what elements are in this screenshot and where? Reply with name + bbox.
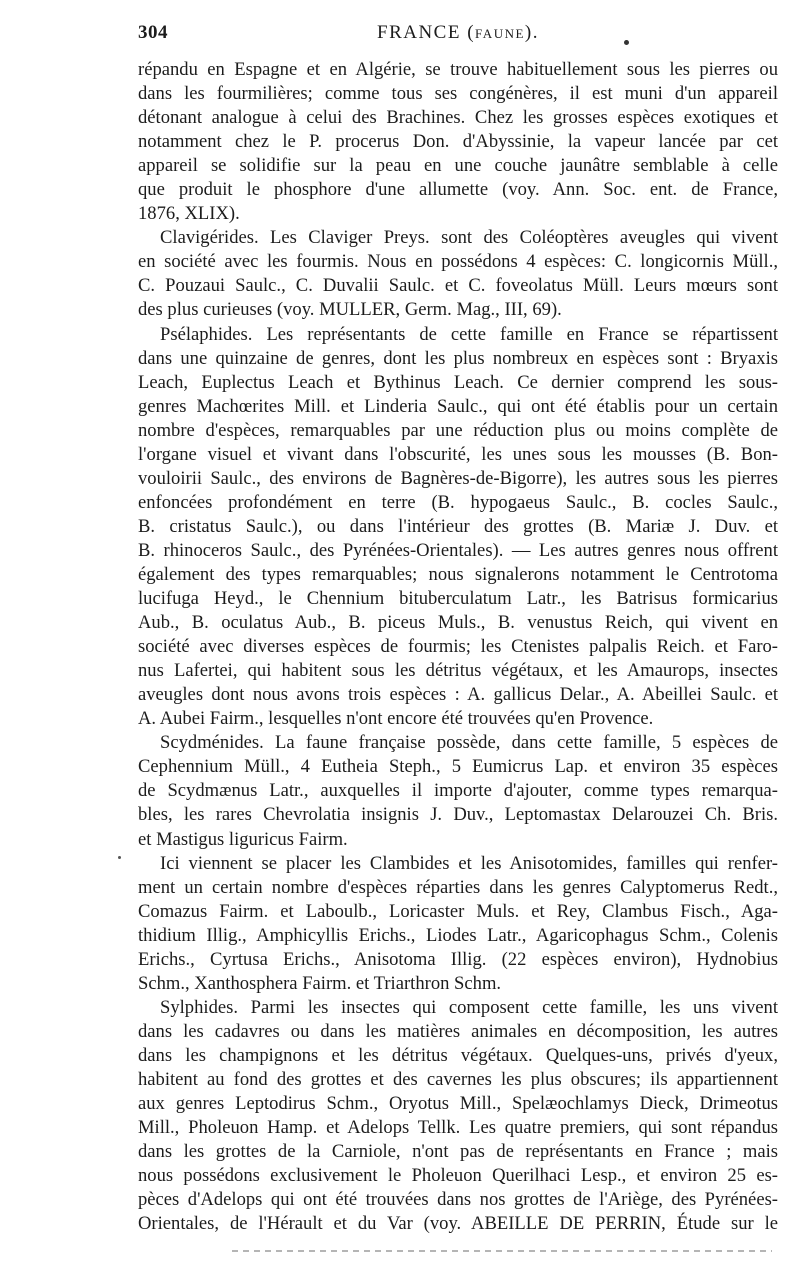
text-line: aveugles dont nous avons trois espèces : A. gallicus Delar., A. Abeillei Saulc. et [138,684,778,706]
text-line: bles, les rares Chevrolatia insignis J. Duv., Leptomastax Delarouzei Ch. Bris. [138,804,778,826]
paragraph-start-line: Ici viennent se placer les Clambides et les Anisotomides, familles qui renfer- [160,852,778,874]
text-line: l'organe visuel et vivant dans l'obscurité, les unes sous les mousses (B. Bon- [138,443,778,465]
text-line: de Scydmænus Latr., auxquelles il importe d'ajouter, comme types remarqua- [138,780,778,802]
text-line: que produit le phosphore d'une allumette (voy. Ann. Soc. ent. de France, [138,179,778,201]
text-line: genres Machœrites Mill. et Linderia Saulc., qui ont été établis pour un certain [138,395,778,417]
text-line: thidium Illig., Amphicyllis Erichs., Liodes Latr., Agaricophagus Schm., Colenis [138,924,778,946]
running-title-main: FRANCE ( [377,22,476,43]
text-line: nus Lafertei, qui habitent sous les détritus végétaux, et les Amaurops, insectes [138,660,778,682]
text-line: Leach, Euplectus Leach et Bythinus Leach. Ce dernier comprend les sous- [138,371,778,393]
text-line: Comazus Fairm. et Laboulb., Loricaster Muls. et Rey, Clambus Fisch., Aga- [138,900,778,922]
text-line: Schm., Xanthosphera Fairm. et Triarthron Schm. [138,972,502,994]
text-line: Cephennium Müll., 4 Eutheia Steph., 5 Eumicrus Lap. et environ 35 espèces [138,756,778,778]
text-line: société avec diverses espèces de fourmis; les Ctenistes palpalis Reich. et Faro- [138,636,778,658]
paragraph-start-line: Scydménides. La faune française possède, dans cette famille, 5 espèces de [160,732,778,754]
text-line: Aub., B. oculatus Aub., B. piceus Muls., B. venustus Reich, qui vivent en [138,612,778,634]
text-line: appareil se solidifie sur la peau en une couche jaunâtre semblable à celle [138,155,778,177]
body-text [138,58,778,1236]
page-number: 304 [138,22,168,43]
text-line: dans les cadavres ou dans les matières animales en décomposition, les autres [138,1020,778,1042]
text-line: notamment chez le P. procerus Don. d'Abyssinie, la vapeur lancée par cet [138,131,778,153]
text-line: des plus curieuses (voy. MULLER, Germ. Mag., III, 69). [138,299,562,321]
text-line: aux genres Leptodirus Schm., Oryotus Mill., Spelæochlamys Dieck, Drimeotus [138,1093,778,1115]
text-line: B. cristatus Saulc.), ou dans l'intérieur des grottes (B. Mariæ J. Duv. et [138,515,778,537]
text-line: dans une quinzaine de genres, dont les plus nombreux en espèces sont : Bryaxis [138,347,778,369]
text-line: également des types remarquables; nous signalerons notamment le Centrotoma [138,563,778,585]
text-line: dans les champignons et les détritus végétaux. Quelques-uns, privés d'yeux, [138,1044,778,1066]
text-line: en société avec les fourmis. Nous en possédons 4 espèces: C. longicornis Müll., [138,251,778,273]
margin-mark [118,856,121,859]
text-line: 1876, XLIX). [138,203,240,225]
text-line: nombre d'espèces, remarquables par une réduction plus ou moins complète de [138,419,778,441]
text-line: Mill., Pholeuon Hamp. et Adelops Tellk. Les quatre premiers, qui sont répandus [138,1117,778,1139]
text-line: Orientales, de l'Hérault et du Var (voy. ABEILLE DE PERRIN, Étude sur le [138,1213,778,1235]
text-line: détonant analogue à celui des Brachines. Chez les grosses espèces exotiques et [138,107,778,129]
running-header [138,22,778,52]
text-line: répandu en Espagne et en Algérie, se trouve habituellement sous les pierres ou [138,59,778,80]
text-line: ment un certain nombre d'espèces réparties dans les genres Calyptomerus Redt., [138,876,778,898]
running-title-smallcaps: FAUNE [475,26,525,41]
text-line: dans les fourmilières; comme tous ses congénères, il est muni d'un appareil [138,83,778,105]
bleed-through-noise [232,1250,772,1252]
text-line: pèces d'Adelops qui ont été trouvées dans nos grottes de l'Ariège, des Pyrénées- [138,1189,778,1211]
paragraph-start-line: Sylphides. Parmi les insectes qui composent cette famille, les uns vivent [160,996,778,1018]
text-line: nous possédons exclusivement le Pholeuon Querilhaci Lesp., et environ 25 es- [138,1165,778,1187]
text-line: dans les grottes de la Carniole, n'ont pas de représentants en France ; mais [138,1141,778,1163]
text-line: Erichs., Cyrtusa Erichs., Anisotoma Illig. (22 espèces environ), Hydnobius [138,948,778,970]
text-line: B. rhinoceros Saulc., des Pyrénées-Orientales). — Les autres genres nous offrent [138,539,778,561]
text-line: vouloirii Saulc., des environs de Bagnères-de-Bigorre), les autres sous les pierres [138,467,778,489]
text-line: habitent au fond des grottes et des cavernes les plus obscures; ils appartiennent [138,1068,778,1090]
text-line: lucifuga Heyd., le Chennium bituberculatum Latr., les Batrisus formicarius [138,588,778,610]
text-line: et Mastigus liguricus Fairm. [138,828,348,850]
text-line: A. Aubei Fairm., lesquelles n'ont encore été trouvées qu'en Provence. [138,708,654,730]
ink-speck [624,40,629,45]
running-title-end: ). [524,22,539,43]
paragraph-start-line: Psélaphides. Les représentants de cette famille en France se répartissent [160,323,778,345]
text-line: enfoncées profondément en terre (B. hypogaeus Saulc., B. cocles Saulc., [138,491,778,513]
text-line: C. Pouzaui Saulc., C. Duvalii Saulc. et C. foveolatus Müll. Leurs mœurs sont [138,275,778,297]
running-title [138,22,778,44]
paragraph-start-line: Clavigérides. Les Claviger Preys. sont des Coléoptères aveugles qui vivent [160,227,778,249]
